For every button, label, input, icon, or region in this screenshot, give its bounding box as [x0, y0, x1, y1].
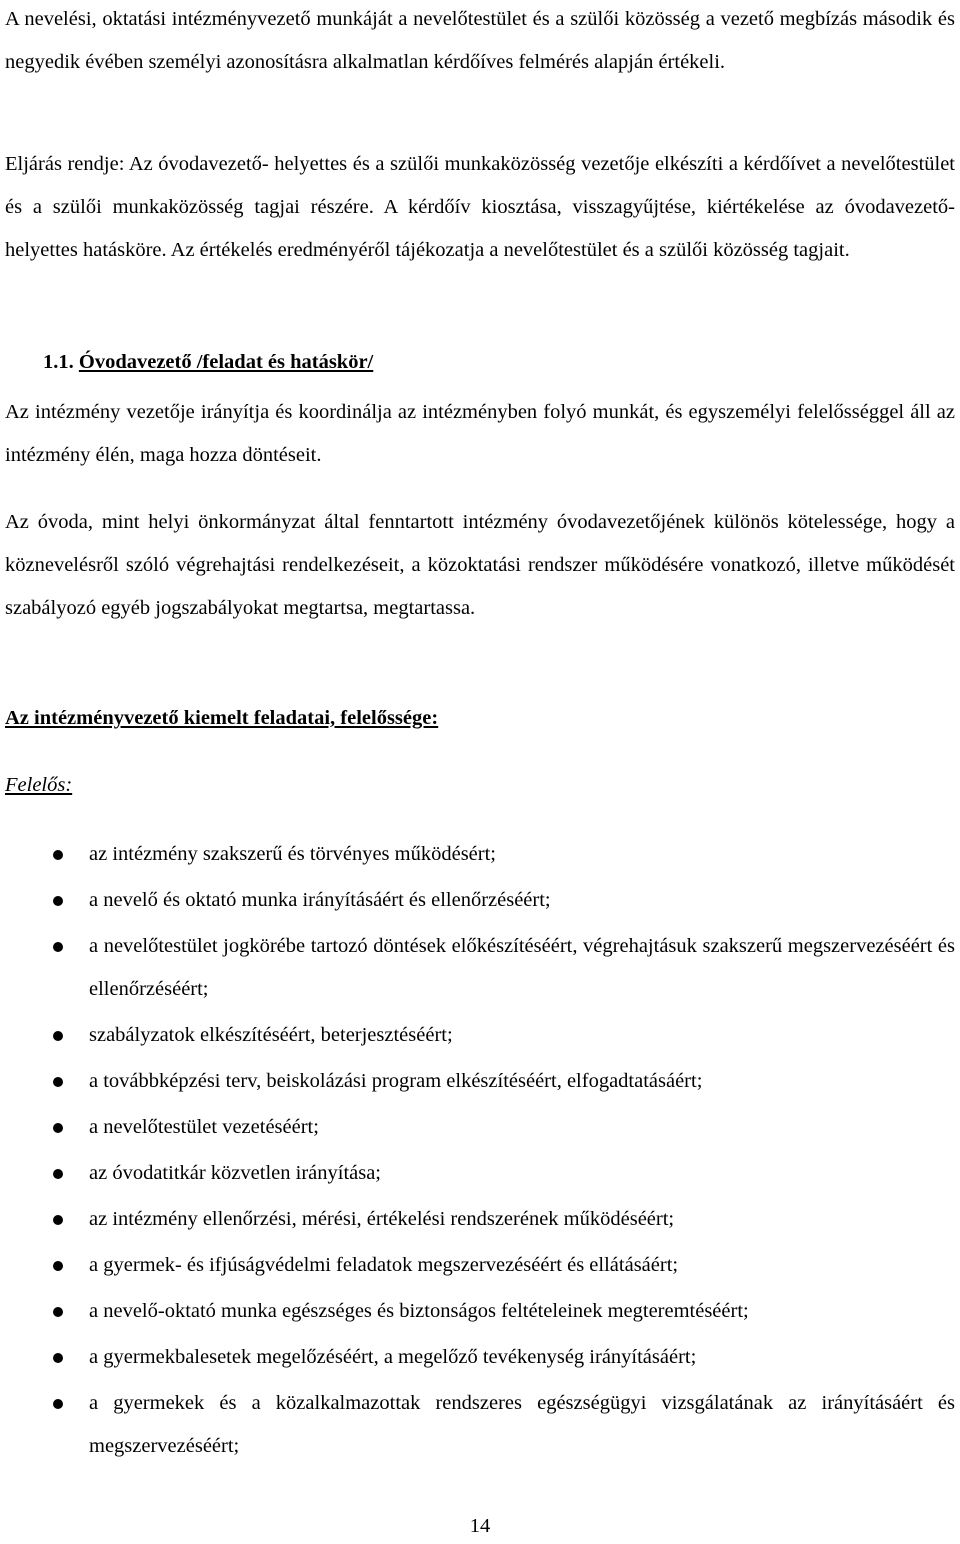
bullet-icon — [53, 1169, 63, 1179]
list-item — [5, 1382, 955, 1468]
list-item — [5, 1106, 955, 1149]
section-title: Óvodavezető /feladat és hatáskör/ — [78, 351, 374, 373]
list-item — [5, 1060, 955, 1103]
list-item — [5, 1014, 955, 1057]
list-item — [5, 1198, 955, 1241]
bullet-icon — [53, 1123, 63, 1133]
bullet-icon — [53, 1307, 63, 1317]
section-heading — [43, 341, 943, 384]
bullet-icon — [53, 1399, 63, 1409]
list-item — [5, 1336, 955, 1379]
paragraph-duty: Az óvoda, mint helyi önkormányzat által fenntartott intézmény óvodavezetőjének különös kötelessége, hogy a köznevelésről szóló végrehajtási rendelkezéseit, a közoktatási rendszer működésére vonatkozó, illetve működését szabályozó egyéb jogszabályokat megtartsa, megtartassa. — [5, 511, 955, 619]
list-item — [5, 1152, 955, 1195]
responsible-label: Felelős: — [5, 774, 73, 796]
list-item — [5, 1244, 955, 1287]
list-item-text: a gyermekek és a közalkalmazottak rendszeres egészségügyi vizsgálatának az irányításáért és megszervezéséért; — [89, 1392, 955, 1457]
bullet-icon — [53, 1353, 63, 1363]
list-item-text: a gyermekbalesetek megelőzéséért, a megelőző tevékenység irányításáért; — [89, 1346, 697, 1368]
subheading: Az intézményvezető kiemelt feladatai, felelőssége: — [5, 707, 439, 729]
list-item-text: az óvodatitkár közvetlen irányítása; — [89, 1162, 382, 1184]
page-number: 14 — [469, 1515, 491, 1537]
responsibility-list — [5, 833, 955, 1471]
bullet-icon — [53, 1261, 63, 1271]
list-item — [5, 1290, 955, 1333]
list-item — [5, 833, 955, 876]
bullet-icon — [53, 850, 63, 860]
list-item-text: az intézmény szakszerű és törvényes működésért; — [89, 843, 496, 865]
bullet-icon — [53, 896, 63, 906]
bullet-icon — [53, 942, 63, 952]
paragraph-leader-role: Az intézmény vezetője irányítja és koordinálja az intézményben folyó munkát, és egyszemélyi felelősséggel áll az intézmény élén, maga hozza döntéseit. — [5, 401, 955, 466]
list-item-text: a gyermek- és ifjúságvédelmi feladatok megszervezéséért és ellátásáért; — [89, 1254, 679, 1276]
bullet-icon — [53, 1077, 63, 1087]
list-item-text: a nevelő és oktató munka irányításáért és ellenőrzéséért; — [89, 889, 551, 911]
list-item-text: szabályzatok elkészítéséért, beterjesztéséért; — [89, 1024, 453, 1046]
list-item-text: a nevelőtestület vezetéséért; — [89, 1116, 319, 1138]
section-number: 1.1. — [43, 351, 74, 373]
list-item-text: a továbbképzési terv, beiskolázási program elkészítéséért, elfogadtatásáért; — [89, 1070, 703, 1092]
paragraph-intro: A nevelési, oktatási intézményvezető munkáját a nevelőtestület és a szülői közösség a vezető megbízás második és negyedik évében személyi azonosításra alkalmatlan kérdőíves felmérés alapján értékeli. — [5, 8, 955, 73]
list-item — [5, 925, 955, 1011]
bullet-icon — [53, 1215, 63, 1225]
list-item — [5, 879, 955, 922]
paragraph-procedure: Eljárás rendje: Az óvodavezető- helyettes és a szülői munkaközösség vezetője elkészíti a kérdőívet a nevelőtestület és a szülői munkaközösség tagjai részére. A kérdőív kiosztása, visszagyűjtése, kiértékelése az óvodavezető-helyettes hatásköre. Az értékelés eredményéről tájékozatja a nevelőtestület és a szülői közösség tagjait. — [5, 153, 955, 261]
list-item-text: a nevelőtestület jogkörébe tartozó döntések előkészítéséért, végrehajtásuk szakszerű megszervezéséért és ellenőrzéséért; — [89, 935, 955, 1000]
bullet-icon — [53, 1031, 63, 1041]
list-item-text: az intézmény ellenőrzési, mérési, értékelési rendszerének működéséért; — [89, 1208, 675, 1230]
list-item-text: a nevelő-oktató munka egészséges és biztonságos feltételeinek megteremtéséért; — [89, 1300, 749, 1322]
